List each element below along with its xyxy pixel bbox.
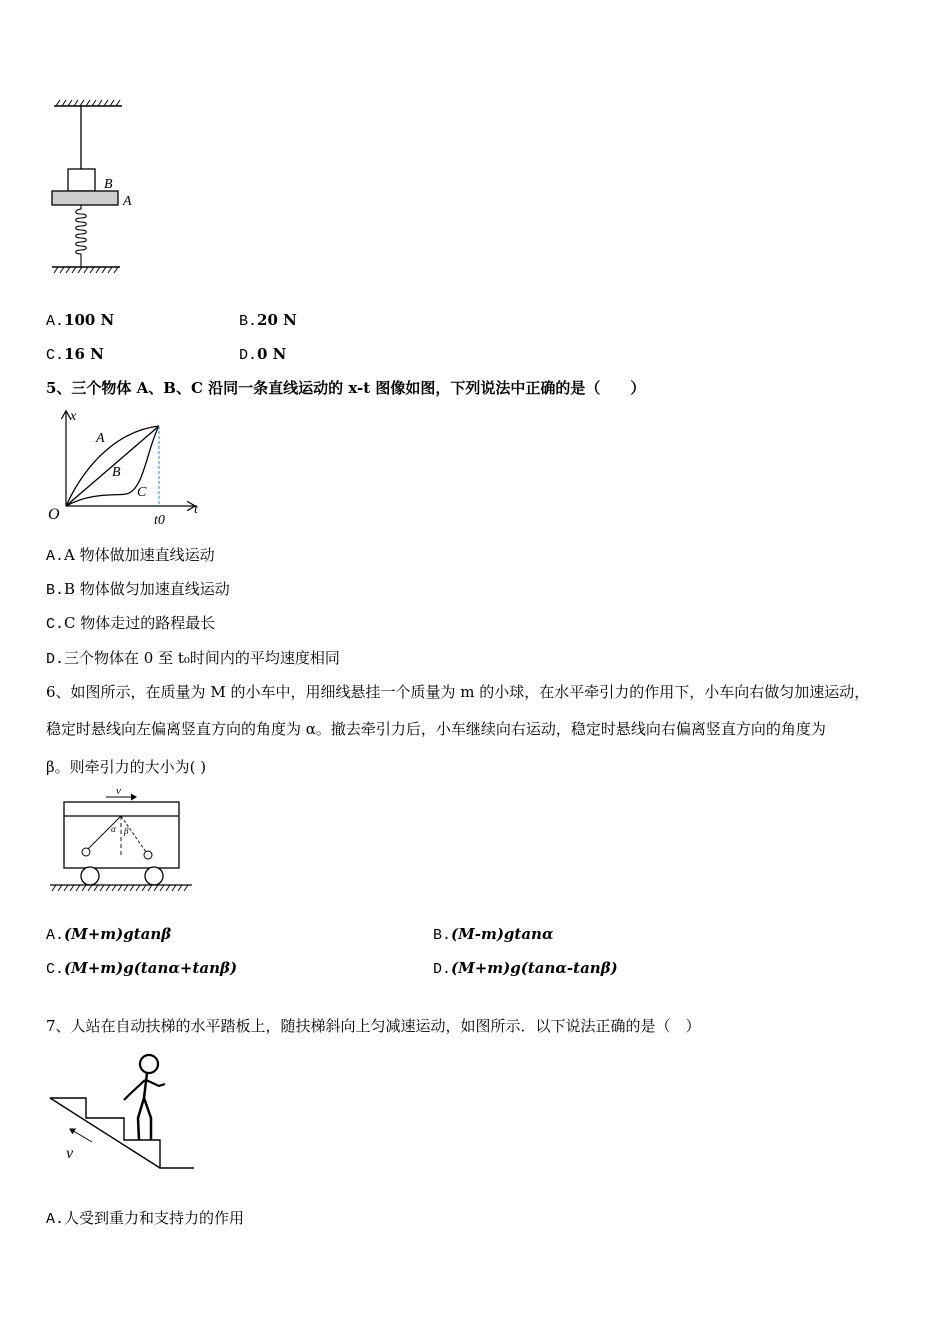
q6-cart-figure [44, 784, 200, 892]
q5-origin-label: O [48, 506, 60, 523]
q7-velocity-label: v [66, 1145, 74, 1162]
q7-stem: 7、人站在自动扶梯的水平踏板上，随扶梯斜向上匀减速运动，如图所示．以下说法正确的是（ ） [46, 1017, 701, 1035]
q5-curve-a-label: A [96, 431, 105, 446]
q5-x-axis-label: x [70, 409, 77, 424]
q6-option-d: D.(M+m)g(tanα-tanβ) [433, 959, 618, 978]
q6-option-c: C.(M+m)g(tanα+tanβ) [46, 959, 238, 978]
q5-curve-b-label: B [112, 465, 121, 480]
q5-option-d: D.三个物体在 0 至 t₀时间内的平均速度相同 [46, 649, 340, 668]
q6-option-b: B.(M-m)gtanα [433, 925, 554, 944]
q5-stem: 5、三个物体 A、B、C 沿同一条直线运动的 x-t 图像如图，下列说法中正确的是（ ） [46, 379, 646, 397]
q6-stem-line-1: 6、如图所示，在质量为 M 的小车中，用细线悬挂一个质量为 m 的小球，在水平牵引力的作用下，小车向右做匀加速运动， [46, 683, 870, 701]
q6-velocity-label: v [116, 785, 121, 797]
q5-curve-c-label: C [137, 485, 147, 500]
q5-option-a: A.A 物体做加速直线运动 [46, 546, 215, 565]
q7-option-a: A.人受到重力和支持力的作用 [46, 1209, 245, 1228]
q5-option-c: C.C 物体走过的路程最长 [46, 614, 216, 633]
q4-option-b: B.20 N [239, 311, 297, 330]
q6-beta-label: β [124, 826, 129, 836]
q6-stem-line-2: 稳定时悬线向左偏离竖直方向的角度为 α。撤去牵引力后，小车继续向右运动，稳定时悬线向右偏离竖直方向的角度为 [46, 720, 826, 738]
q5-t0-label: t0 [154, 513, 165, 528]
q5-xt-graph [44, 404, 214, 532]
q4-label-a: A [123, 194, 132, 209]
q4-option-a: A.100 N [46, 311, 115, 330]
q6-stem-line-3: β。则牵引力的大小为( ) [46, 758, 207, 776]
q6-option-a: A.(M+m)gtanβ [46, 925, 172, 944]
q7-escalator-figure [44, 1048, 204, 1176]
q4-label-b: B [104, 177, 113, 192]
q4-spring-figure [44, 96, 154, 276]
q4-option-c: C.16 N [46, 345, 104, 364]
q5-option-b: B.B 物体做匀加速直线运动 [46, 580, 230, 599]
q4-option-d: D.0 N [239, 345, 287, 364]
q5-t-axis-label: t [194, 502, 198, 517]
q6-alpha-label: α [111, 824, 116, 834]
